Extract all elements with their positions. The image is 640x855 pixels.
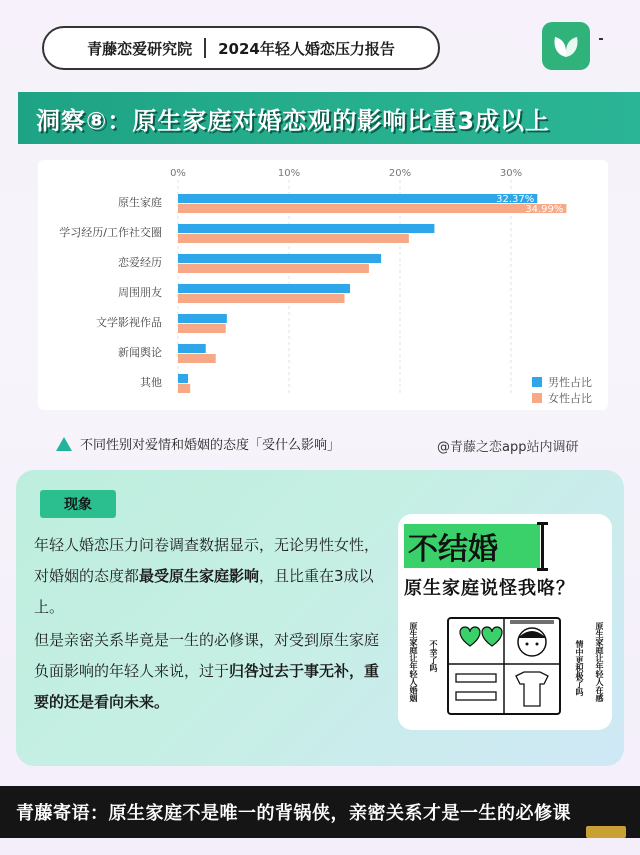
category-label: 周围朋友	[118, 286, 162, 299]
chart-caption	[56, 434, 340, 453]
phenomenon-tag: 现象	[40, 490, 116, 518]
category-label: 恋爱经历	[118, 256, 162, 269]
category-label: 原生家庭	[118, 196, 162, 209]
bar-male	[178, 284, 350, 293]
bar-female	[178, 264, 369, 273]
leaf-icon	[551, 33, 581, 59]
bar-chart	[38, 160, 608, 410]
bar-male	[178, 194, 537, 203]
illus-vtext-left: 原生家庭让年轻人婚姻	[409, 622, 418, 702]
illus-vtext-left-2: 不幸了吗	[429, 640, 438, 672]
paragraph-1	[34, 530, 384, 623]
bar-female	[178, 294, 345, 303]
syringe-icon	[456, 674, 496, 682]
report-header	[42, 26, 440, 70]
bar-female	[178, 354, 216, 363]
illus-vtext-right-2: 情中更积极了吗	[575, 640, 584, 696]
chart-card	[38, 160, 608, 410]
p2-bold: 归咎过去于事无补，重要的还是看向未来。	[34, 662, 380, 711]
data-source: @青藤之恋app站内调研	[437, 440, 579, 455]
phenomenon-text	[34, 530, 384, 718]
legend-label-female: 女性占比	[548, 392, 592, 405]
p1-text-b: ，且比重在3成以上。	[34, 567, 374, 616]
illus-drawing	[398, 514, 612, 730]
p1-text-a: 年轻人婚恋压力问卷调查数据显示，无论男性女性，对婚姻的态度都	[34, 536, 380, 585]
illus-title: 不结婚	[404, 524, 540, 568]
bar-male	[178, 224, 434, 233]
heart-icon	[482, 627, 502, 646]
header-divider	[204, 38, 206, 58]
category-label: 学习经历/工作社交圈	[59, 226, 162, 239]
category-label: 新闻舆论	[118, 346, 162, 359]
illus-subtitle: 原生家庭说怪我咯？	[404, 578, 575, 599]
bar-female	[178, 324, 226, 333]
x-tick-label: 10%	[277, 168, 301, 179]
eye-icon	[536, 643, 539, 646]
legend-item-female	[532, 390, 592, 406]
p2-text-a: 但是亲密关系毕竟是一生的必修课，对受到原生家庭负面影响的年轻人来说，过于	[34, 631, 380, 680]
tool-icon	[456, 692, 496, 700]
illustration-card	[398, 514, 612, 730]
decor-dot	[599, 38, 603, 40]
insight-banner: 洞察⑧：原生家庭对婚恋观的影响比重3成以上	[18, 92, 640, 144]
p1-bold: 最受原生家庭影响	[139, 567, 260, 585]
bar-female	[178, 234, 409, 243]
bar-male	[178, 254, 381, 263]
org-name: 青藤恋爱研究院	[87, 39, 193, 58]
report-title: 2024年轻人婚恋压力报告	[218, 39, 395, 58]
bar-male	[178, 344, 206, 353]
legend-label-male: 男性占比	[548, 376, 592, 389]
data-label: 32.37%	[496, 194, 535, 205]
data-label: 34.99%	[525, 204, 564, 215]
caption-text: 不同性别对爱情和婚姻的态度「受什么影响」	[80, 438, 341, 453]
x-tick-label: 0%	[170, 168, 186, 179]
category-label: 文学影视作品	[96, 316, 162, 329]
paragraph-2	[34, 625, 384, 718]
x-tick-label: 20%	[388, 168, 412, 179]
bar-female	[178, 384, 190, 393]
category-label: 其他	[140, 376, 162, 389]
triangle-icon	[56, 437, 72, 451]
x-tick-label: 30%	[499, 168, 523, 179]
legend-swatch-female	[532, 393, 542, 403]
illus-vtext-right: 原生家庭让年轻人在感	[595, 622, 604, 702]
bar-male	[178, 314, 227, 323]
footer-banner: 青藤寄语：原生家庭不是唯一的背锅侠，亲密关系才是一生的必修课	[0, 786, 640, 838]
bar-male	[178, 374, 188, 383]
bar-female	[178, 204, 566, 213]
watermark-badge	[586, 826, 626, 838]
illus-small-label-bar	[510, 620, 554, 624]
legend-swatch-male	[532, 377, 542, 387]
legend-item-male	[532, 374, 592, 390]
eye-icon	[526, 643, 529, 646]
shirt-icon	[516, 672, 548, 706]
chart-legend	[532, 374, 592, 406]
app-logo	[542, 22, 590, 70]
heart-icon	[460, 627, 480, 646]
